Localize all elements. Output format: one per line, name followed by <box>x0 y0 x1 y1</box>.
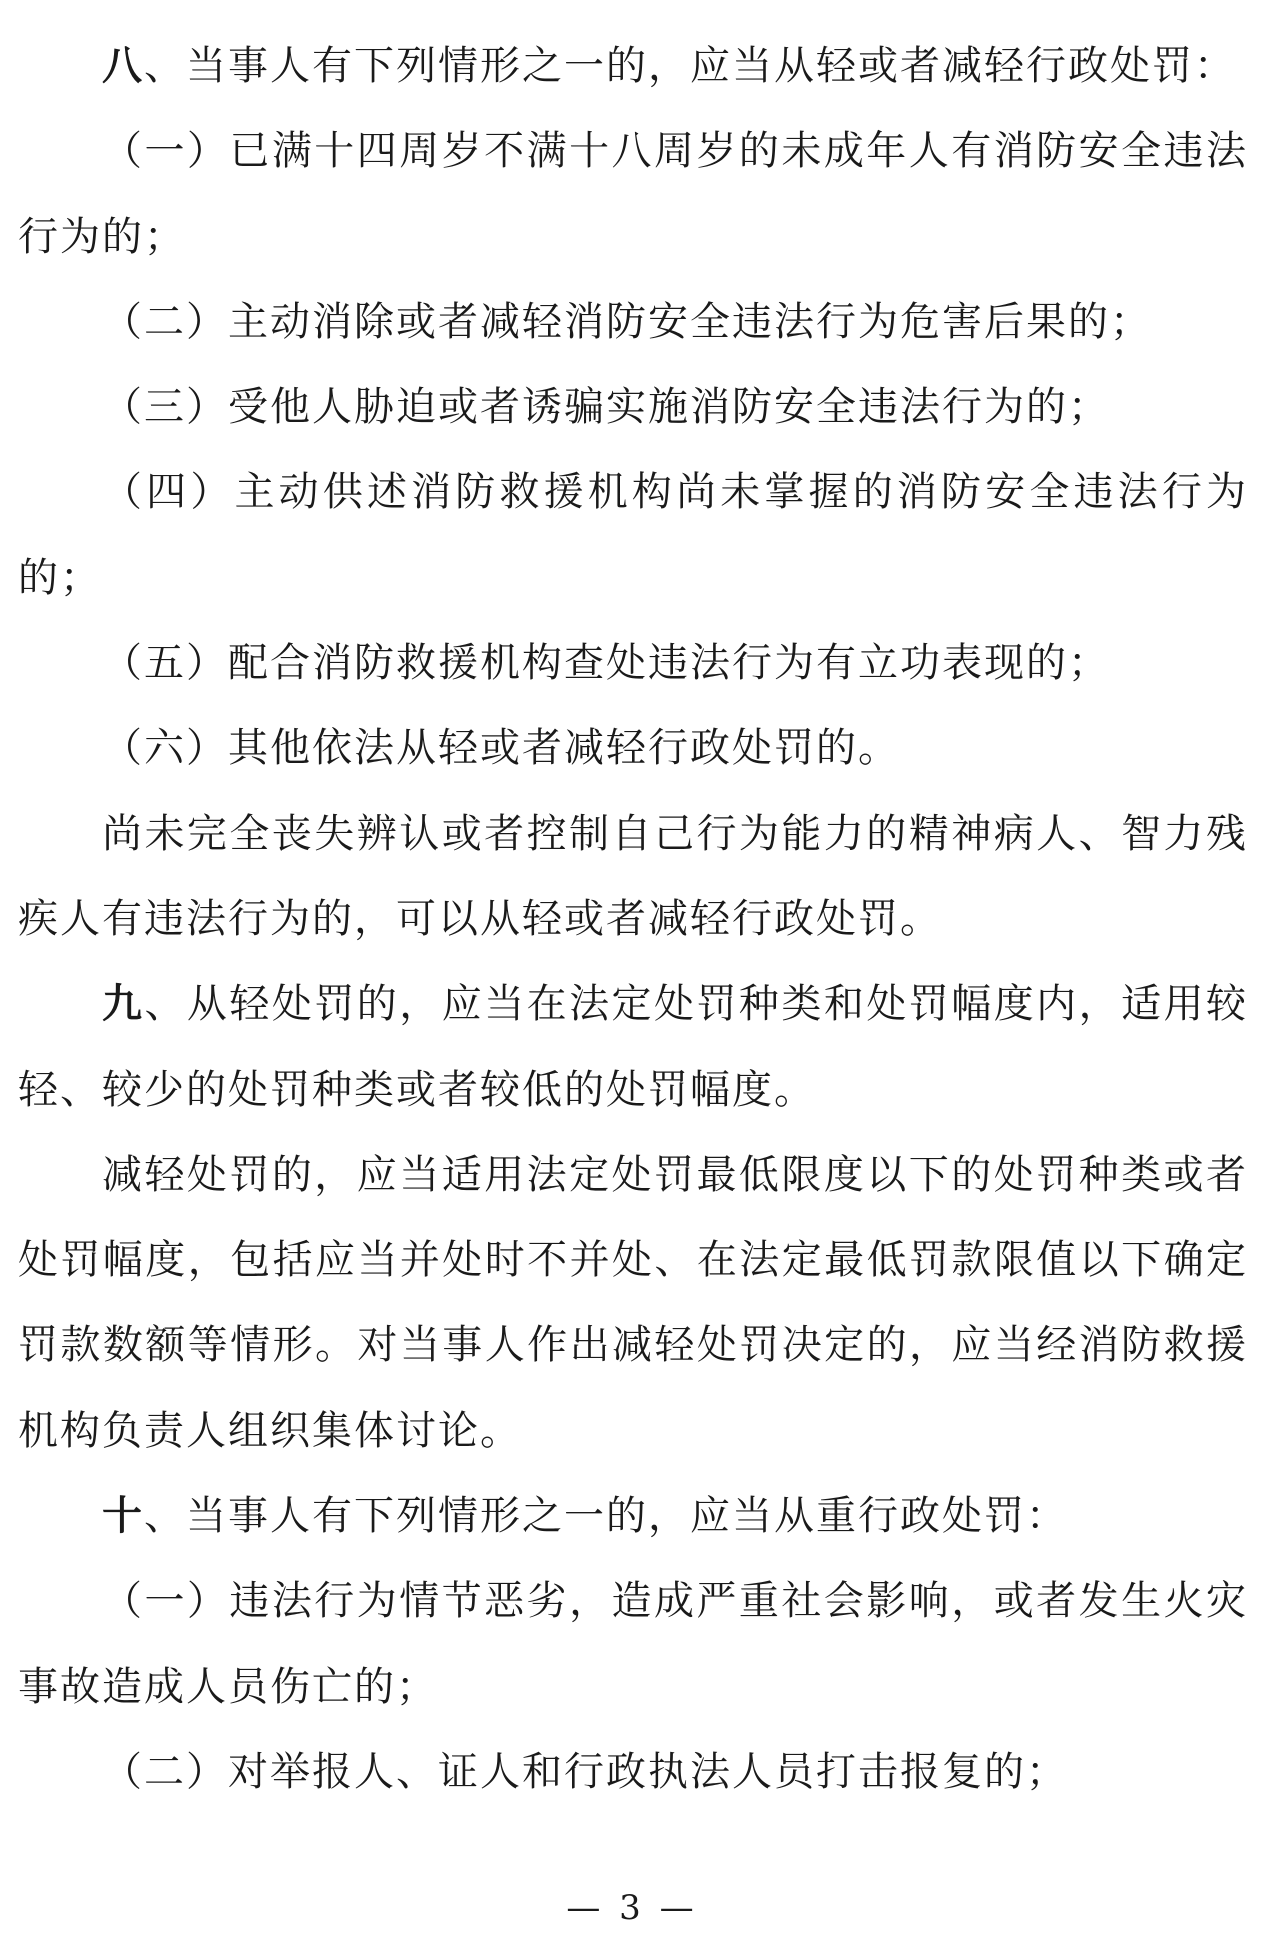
section-9-heading <box>18 962 1248 1133</box>
section-9-number: 九 <box>102 981 145 1028</box>
section-8-heading <box>18 24 1248 109</box>
section-8-item-6: （六）其他依法从轻或者减轻行政处罚的。 <box>102 725 900 772</box>
section-8-number: 八 <box>102 43 144 89</box>
section-8-text: 、当事人有下列情形之一的，应当从轻或者减轻行政处罚： <box>144 43 1236 89</box>
section-8-item-2: （二）主动消除或者减轻消防安全违法行为危害后果的； <box>102 298 1152 345</box>
section-8-item-5: （五）配合消防救援机构查处违法行为有立功表现的； <box>102 640 1110 687</box>
section-9-paragraph-2: 减轻处罚的，应当适用法定处罚最低限度以下的处罚种类或者处罚幅度，包括应当并处时不并处、在法定最低罚款限值以下确定罚款数额等情形。对当事人作出减轻处罚决定的，应当经消防救援机构负责人组织集体讨论。 <box>18 1151 1248 1454</box>
section-10-heading <box>18 1474 1248 1559</box>
section-8-item-3: （三）受他人胁迫或者诱骗实施消防安全违法行为的； <box>102 384 1110 431</box>
section-8-item-4: （四）主动供述消防救援机构尚未掌握的消防安全违法行为的； <box>18 469 1248 601</box>
section-10-item-1: （一）违法行为情节恶劣，造成严重社会影响，或者发生火灾事故造成人员伤亡的； <box>18 1578 1248 1710</box>
section-10-number: 十 <box>102 1493 144 1540</box>
section-8-note: 尚未完全丧失辨认或者控制自己行为能力的精神病人、智力残疾人有违法行为的，可以从轻或者减轻行政处罚。 <box>18 810 1248 942</box>
section-10-item-2: （二）对举报人、证人和行政执法人员打击报复的； <box>102 1748 1068 1795</box>
document-body <box>18 24 1248 1815</box>
page-number: — 3 — <box>566 1888 698 1928</box>
section-8-item-1: （一）已满十四周岁不满十八周岁的未成年人有消防安全违法行为的； <box>18 128 1248 260</box>
section-9-text: 、从轻处罚的，应当在法定处罚种类和处罚幅度内，适用较轻、较少的处罚种类或者较低的处罚幅度。 <box>18 981 1249 1113</box>
section-10-text: 、当事人有下列情形之一的，应当从重行政处罚： <box>144 1493 1068 1540</box>
